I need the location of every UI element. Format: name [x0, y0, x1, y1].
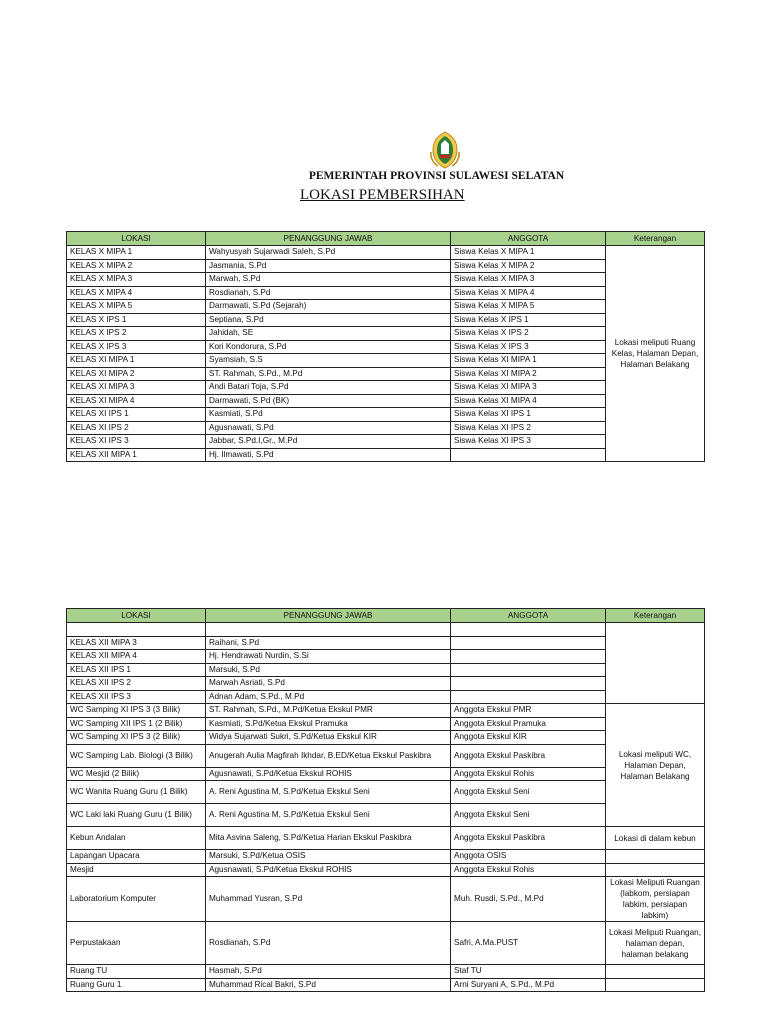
cell-keterangan: Lokasi Meliputi Ruangan (labkom, persiapan labkim, persiapan labkim) [606, 877, 705, 922]
col-keterangan: Keterangan [606, 609, 705, 623]
col-anggota: ANGGOTA [451, 232, 606, 246]
cell-penanggung-jawab: Marsuki, S.Pd/Ketua OSIS [206, 850, 451, 864]
cell-penanggung-jawab: Darmawati, S.Pd (BK) [206, 394, 451, 408]
cell-lokasi: KELAS XII MIPA 3 [67, 636, 206, 650]
table-row [67, 827, 705, 850]
cell-anggota: Siswa Kelas X MIPA 5 [451, 300, 606, 314]
cell-penanggung-jawab: Jabbar, S.Pd.I,Gr., M.Pd [206, 435, 451, 449]
table-row [67, 704, 705, 718]
cell-anggota: Siswa Kelas XI IPS 2 [451, 421, 606, 435]
cell-penanggung-jawab: Anugerah Aulia Magfirah Ikhdar, B.ED/Ketua Ekskul Paskibra [206, 744, 451, 767]
cell-penanggung-jawab: Marwah Asriati, S.Pd [206, 677, 451, 691]
cell-lokasi: KELAS XI IPS 3 [67, 435, 206, 449]
cell-penanggung-jawab: Jasmania, S.Pd [206, 259, 451, 273]
cell-lokasi: KELAS X IPS 2 [67, 327, 206, 341]
cell-anggota [451, 448, 606, 462]
cell-anggota: Anggota Ekskul Paskibra [451, 827, 606, 850]
cell-anggota: Siswa Kelas XI IPS 3 [451, 435, 606, 449]
cell-penanggung-jawab: Andi Batari Toja, S.Pd [206, 381, 451, 395]
cell-penanggung-jawab: Marsuki, S.Pd [206, 663, 451, 677]
cell-anggota: Siswa Kelas XI MIPA 2 [451, 367, 606, 381]
cell-penanggung-jawab: Agusnawati, S.Pd [206, 421, 451, 435]
cell-penanggung-jawab: Muhammad Rical Bakri, S.Pd [206, 978, 451, 992]
cell-anggota [451, 690, 606, 704]
cell-penanggung-jawab: Agusnawati, S.Pd/Ketua Ekskul ROHIS [206, 863, 451, 877]
table-row [67, 922, 705, 965]
cell-anggota: Muh. Rusdi, S.Pd., M.Pd [451, 877, 606, 922]
cell-keterangan [606, 850, 705, 864]
col-anggota: ANGGOTA [451, 609, 606, 623]
page-title: LOKASI PEMBERSIHAN [300, 187, 465, 203]
cell-lokasi: KELAS X MIPA 4 [67, 286, 206, 300]
cell-anggota [451, 623, 606, 637]
cell-anggota: Arni Suryani A, S.Pd., M.Pd [451, 978, 606, 992]
cell-penanggung-jawab: Hasmah, S.Pd [206, 965, 451, 979]
cell-penanggung-jawab: Syamsiah, S.S [206, 354, 451, 368]
cell-lokasi: KELAS XI MIPA 4 [67, 394, 206, 408]
cell-lokasi: KELAS X MIPA 2 [67, 259, 206, 273]
cell-penanggung-jawab: Darmawati, S.Pd (Sejarah) [206, 300, 451, 314]
cell-keterangan: Lokasi di dalam kebun [606, 827, 705, 850]
cell-penanggung-jawab: Adnan Adam, S.Pd., M.Pd [206, 690, 451, 704]
col-keterangan: Keterangan [606, 232, 705, 246]
table-row [67, 863, 705, 877]
cell-anggota: Siswa Kelas XI MIPA 4 [451, 394, 606, 408]
cell-anggota [451, 636, 606, 650]
cell-anggota [451, 650, 606, 664]
cell-lokasi: KELAS X IPS 1 [67, 313, 206, 327]
cell-penanggung-jawab: ST. Rahmah, S.Pd., M.Pd [206, 367, 451, 381]
cell-keterangan [606, 978, 705, 992]
cell-penanggung-jawab: Widya Sujarwati Sukri, S.Pd/Ketua Ekskul KIR [206, 731, 451, 745]
table-row [67, 965, 705, 979]
cell-anggota: Safri, A.Ma.PUST [451, 922, 606, 965]
cell-penanggung-jawab: Septiana, S.Pd [206, 313, 451, 327]
cell-penanggung-jawab: Hj. Ilmawati, S.Pd [206, 448, 451, 462]
cell-anggota: Siswa Kelas X MIPA 4 [451, 286, 606, 300]
cell-lokasi: KELAS XI MIPA 1 [67, 354, 206, 368]
cell-lokasi: WC Samping Lab. Biologi (3 Bilik) [67, 744, 206, 767]
cell-penanggung-jawab: Rosdianah, S.Pd [206, 286, 451, 300]
table-row [67, 246, 705, 260]
cell-lokasi: KELAS XII IPS 2 [67, 677, 206, 691]
cell-lokasi: KELAS XII IPS 3 [67, 690, 206, 704]
cell-anggota: Siswa Kelas XI MIPA 1 [451, 354, 606, 368]
cell-keterangan: Lokasi meliputi Ruang Kelas, Halaman Depan, Halaman Belakang [606, 246, 705, 462]
cell-anggota: Siswa Kelas X MIPA 1 [451, 246, 606, 260]
cell-lokasi: Mesjid [67, 863, 206, 877]
cell-lokasi: KELAS XI MIPA 2 [67, 367, 206, 381]
cell-penanggung-jawab: A. Reni Agustina M, S.Pd/Ketua Ekskul Seni [206, 781, 451, 804]
table-row [67, 850, 705, 864]
cell-penanggung-jawab: Muhammad Yusran, S.Pd [206, 877, 451, 922]
cell-lokasi: KELAS XII MIPA 1 [67, 448, 206, 462]
table-row [67, 978, 705, 992]
organization-name: PEMERINTAH PROVINSI SULAWESI SELATAN [308, 170, 565, 182]
cell-lokasi: Ruang TU [67, 965, 206, 979]
cell-anggota: Anggota Ekskul Seni [451, 804, 606, 827]
cell-penanggung-jawab: Rosdianah, S.Pd [206, 922, 451, 965]
cell-lokasi: KELAS X MIPA 5 [67, 300, 206, 314]
cell-lokasi: KELAS XII IPS 1 [67, 663, 206, 677]
cell-anggota: Staf TU [451, 965, 606, 979]
col-lokasi: LOKASI [67, 232, 206, 246]
col-penanggung-jawab: PENANGGUNG JAWAB [206, 609, 451, 623]
cell-anggota: Siswa Kelas X IPS 3 [451, 340, 606, 354]
table-row [67, 877, 705, 922]
col-penanggung-jawab: PENANGGUNG JAWAB [206, 232, 451, 246]
cell-lokasi: WC Laki laki Ruang Guru (1 Bilik) [67, 804, 206, 827]
cell-penanggung-jawab: Mita Asvina Saleng, S.Pd/Ketua Harian Ekskul Paskibra [206, 827, 451, 850]
col-lokasi: LOKASI [67, 609, 206, 623]
cell-keterangan [606, 863, 705, 877]
cell-penanggung-jawab: Marwah, S.Pd [206, 273, 451, 287]
cell-anggota: Anggota Ekskul Pramuka [451, 717, 606, 731]
cell-anggota: Anggota OSIS [451, 850, 606, 864]
cell-anggota: Siswa Kelas X IPS 2 [451, 327, 606, 341]
cell-penanggung-jawab: Wahyusyah Sujarwadi Saleh, S.Pd [206, 246, 451, 260]
cell-lokasi: KELAS XII MIPA 4 [67, 650, 206, 664]
cell-keterangan [606, 623, 705, 704]
cell-penanggung-jawab: Kasmiati, S.Pd/Ketua Ekskul Pramuka [206, 717, 451, 731]
cell-lokasi: WC Samping XII IPS 1 (2 Bilik) [67, 717, 206, 731]
cell-lokasi: WC Mesjid (2 Bilik) [67, 767, 206, 781]
cell-lokasi: Laboratorium Komputer [67, 877, 206, 922]
cell-penanggung-jawab: Kasmiati, S.Pd [206, 408, 451, 422]
cell-lokasi [67, 623, 206, 637]
cell-keterangan: Lokasi meliputi WC, Halaman Depan, Halaman Belakang [606, 704, 705, 827]
cell-anggota: Anggota Ekskul Rohis [451, 767, 606, 781]
cell-lokasi: KELAS X IPS 3 [67, 340, 206, 354]
cell-anggota: Siswa Kelas X MIPA 2 [451, 259, 606, 273]
cell-lokasi: Lapangan Upacara [67, 850, 206, 864]
cell-lokasi: Perpustakaan [67, 922, 206, 965]
cell-penanggung-jawab: Agusnawati, S.Pd/Ketua Ekskul ROHIS [206, 767, 451, 781]
cell-anggota: Siswa Kelas X MIPA 3 [451, 273, 606, 287]
cleaning-table-1 [66, 231, 705, 462]
table-row [67, 623, 705, 637]
cell-anggota: Anggota Ekskul Rohis [451, 863, 606, 877]
cell-lokasi: Ruang Guru 1 [67, 978, 206, 992]
cell-lokasi: WC Samping XI IPS 3 (2 Bilik) [67, 731, 206, 745]
cell-lokasi: Kebun Andalan [67, 827, 206, 850]
cell-anggota: Anggota Ekskul Seni [451, 781, 606, 804]
cell-keterangan [606, 965, 705, 979]
cell-anggota [451, 677, 606, 691]
cell-penanggung-jawab: Hj. Hendrawati Nurdin, S.Si [206, 650, 451, 664]
cell-anggota: Siswa Kelas XI IPS 1 [451, 408, 606, 422]
cell-lokasi: KELAS XI IPS 1 [67, 408, 206, 422]
crest-logo [428, 130, 462, 170]
cell-penanggung-jawab: Raihani, S.Pd [206, 636, 451, 650]
cell-lokasi: KELAS X MIPA 3 [67, 273, 206, 287]
cell-anggota: Anggota Ekskul PMR [451, 704, 606, 718]
cell-penanggung-jawab: ST. Rahmah, S.Pd., M.Pd/Ketua Ekskul PMR [206, 704, 451, 718]
cell-penanggung-jawab: Kori Kondorura, S.Pd [206, 340, 451, 354]
cell-lokasi: WC Wanita Ruang Guru (1 Bilik) [67, 781, 206, 804]
cell-keterangan: Lokasi Meliputi Ruangan, halaman depan, halaman belakang [606, 922, 705, 965]
cleaning-table-2 [66, 608, 705, 992]
cell-anggota [451, 663, 606, 677]
cell-lokasi: KELAS XI IPS 2 [67, 421, 206, 435]
cell-lokasi: KELAS X MIPA 1 [67, 246, 206, 260]
cell-lokasi: WC Samping XI IPS 3 (3 Bilik) [67, 704, 206, 718]
cell-anggota: Siswa Kelas XI MIPA 3 [451, 381, 606, 395]
cell-anggota: Siswa Kelas X IPS 1 [451, 313, 606, 327]
cell-penanggung-jawab: A. Reni Agustina M, S.Pd/Ketua Ekskul Seni [206, 804, 451, 827]
cell-lokasi: KELAS XI MIPA 3 [67, 381, 206, 395]
cell-penanggung-jawab [206, 623, 451, 637]
cell-anggota: Anggota Ekskul KIR [451, 731, 606, 745]
cell-anggota: Anggota Ekskul Paskibra [451, 744, 606, 767]
cell-penanggung-jawab: Jahidah, SE [206, 327, 451, 341]
